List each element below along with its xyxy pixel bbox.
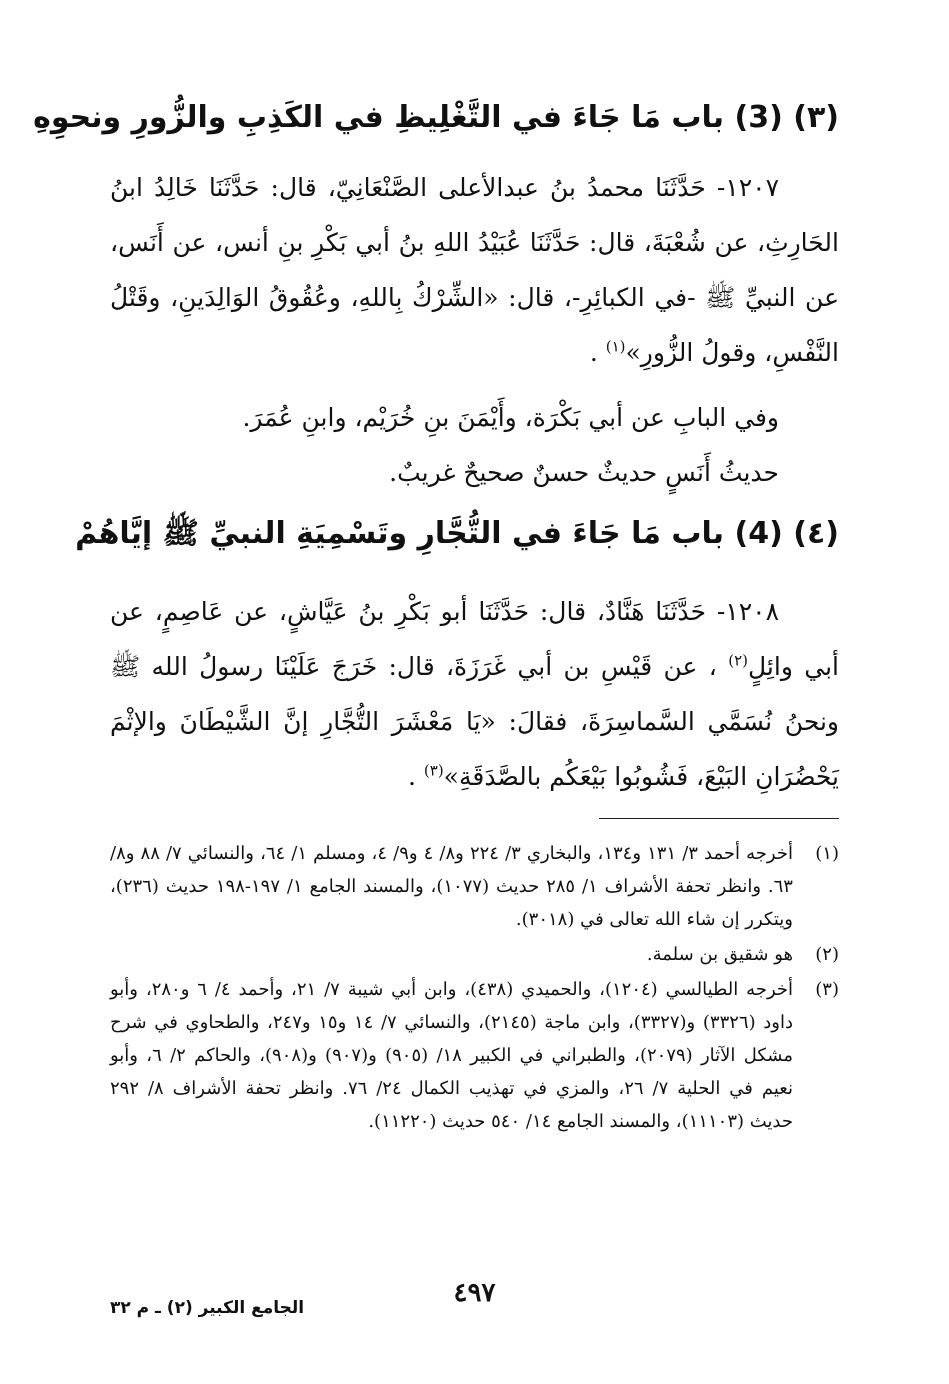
footnote-1	[110, 837, 839, 936]
footnote-3	[110, 973, 839, 1138]
footnote-text: أخرجه أحمد ٣/ ١٣١ و١٣٤، والبخاري ٣/ ٢٢٤ و٨/ ٤ و٩/ ٤، ومسلم ١/ ٦٤، والنسائي ٧/ ٨٨ و٨/ ٦٣. وانظر تحفة الأشراف ١/ ٢٨٥ حديث (١٠٧٧)، والمسند الجامع ١/ ١٩٧-١٩٨ حديث (٢٣٦)، ويتكرر إن شاء الله تعالى في (٣٠١٨).	[110, 843, 793, 930]
footnote-number: (٣)	[815, 979, 839, 1000]
footnotes	[110, 837, 839, 1138]
footnote-ref-3: (٣)	[423, 761, 444, 780]
chapter-heading-4: (٤) (4) باب مَا جَاءَ في التُّجَّارِ وتَسْمِيَةِ النبيِّ ﷺ إيَّاهُمْ	[75, 516, 839, 551]
hadith-1207	[110, 160, 839, 380]
page-number: ٤٩٧	[453, 1278, 496, 1308]
hadith-1208-end: .	[407, 762, 424, 791]
page-footer	[110, 1278, 839, 1328]
footnote-ref-2: (٢)	[728, 651, 748, 670]
hadith-1207-text: ١٢٠٧- حَدَّثَنَا محمدُ بنُ عبدالأعلى الصَّنْعَانِيّ، قال: حَدَّثَنَا خَالِدُ ابنُ الحَارِثِ، عن شُعْبَةَ، قال: حَدَّثَنَا عُبَيْدُ اللهِ بنُ أبي بَكْرِ بنِ أنس، عن أَنَس، عن النبيِّ ﷺ -في الكبائِرِ-، قال: «الشِّرْكُ بِاللهِ، وعُقُوقُ الوَالِدَينِ، وقَتْلُ النَّفْسِ، وقولُ الزُّورِ»	[110, 173, 839, 367]
footnote-ref-1: (١)	[605, 337, 626, 356]
printer-signature: الجامع الكبير (٢) ـ م ٣٢	[110, 1298, 305, 1318]
footnote-text: أخرجه الطيالسي (١٢٠٤)، والحميدي (٤٣٨)، وابن أبي شيبة ٧/ ٢١، وأحمد ٤/ ٦ و٢٨٠، وأبو داود (٣٣٢٦) و(٣٣٢٧)، وابن ماجة (٢١٤٥)، والنسائي ٧/ ١٤ و١٥ و٢٤٧، والطحاوي في شرح مشكل الآثار (٢٠٧٩)، والطبراني في الكبير ١٨/ (٩٠٥) و(٩٠٧) و(٩٠٨)، والحاكم ٢/ ٦، وأبو نعيم في الحلية ٧/ ٢٦، والمزي في تهذيب الكمال ٢٤/ ٧٦. وانظر تحفة الأشراف ٨/ ٢٩٢ حديث (١١١٠٣)، والمسند الجامع ١٤/ ٥٤٠ حديث (١١٢٢٠).	[110, 979, 794, 1132]
hadith-grading: حديثُ أَنَسٍ حديثٌ حسنٌ صحيحٌ غريبٌ.	[389, 458, 779, 487]
footnote-divider	[599, 818, 839, 819]
hadith-1208-text-b: ، عن قَيْسِ بن أبي غَرَزَةَ، قال: خَرَجَ عَلَيْنَا رسولُ الله ﷺ ونحنُ نُسَمَّي السَّماسِرَةَ، فقالَ: «يَا مَعْشَرَ التُّجَّارِ إنَّ الشَّيْطَانَ والإثْمَ يَحْضُرَانِ البَيْعَ، فَشُوبُوا بَيْعَكُم بالصَّدَقَةِ»	[110, 652, 839, 791]
footnote-number: (٢)	[815, 944, 839, 965]
footnote-2	[110, 938, 839, 971]
hadith-1208-text-a: ١٢٠٨- حَدَّثَنَا هَنَّادٌ، قال: حَدَّثَنَا أبو بَكْرِ بنُ عَيَّاشٍ، عن عَاصِمٍ، عن أبي وائِلٍ	[110, 597, 839, 681]
hadith-1207-end: .	[589, 338, 606, 367]
footnote-text: هو شقيق بن سلمة.	[646, 944, 793, 965]
chapter-heading-3: (٣) (3) باب مَا جَاءَ في التَّغْلِيظِ في الكَذِبِ والزُّورِ ونحوِهِ	[33, 100, 839, 135]
hadith-1208	[110, 584, 839, 804]
bab-note: وفي البابِ عن أبي بَكْرَة، وأَيْمَنَ بنِ خُرَيْم، وابنِ عُمَرَ.	[242, 403, 779, 432]
footnote-number: (١)	[815, 843, 839, 864]
